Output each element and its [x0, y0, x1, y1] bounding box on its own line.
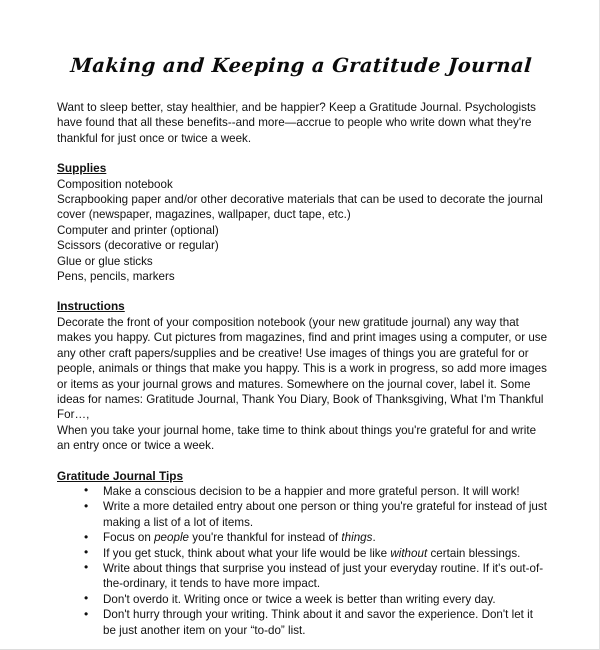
bullet-text: certain blessings. — [427, 546, 521, 560]
supplies-list — [57, 177, 549, 285]
list-item: Glue or glue sticks — [57, 254, 153, 268]
list-item — [57, 561, 549, 592]
list-item: Composition notebook — [57, 177, 173, 191]
bullet-text: Write about things that surprise you instead of just your everyday routine. If it's out-of-the-ordinary, it tends to have more impact. — [103, 561, 544, 591]
list-item — [57, 546, 549, 561]
list-item — [57, 499, 549, 530]
emphasis-text: without — [390, 546, 428, 560]
tips-heading — [57, 454, 549, 484]
page-title: Making and Keeping a Gratitude Journal — [69, 54, 533, 77]
instructions-paragraph-1: Decorate the front of your composition notebook (your new gratitude journal) any way that makes you happy. Cut pictures from magazines, find and print images using a computer, or use any other craft papers/supplies and be creative! Use images of things you are grateful for or people, animals or things that make you happy. This is a work in progress, so add more images or items as your journal grows and matures. Somewhere on the journal cover, label it. Some ideas for names: Gratitude Journal, Thank You Diary, Book of Thanksgiving, What I'm Thankful For…, — [57, 315, 548, 422]
bullet-text: If you get stuck, think about what your life would be like — [103, 546, 391, 560]
supplies-heading — [57, 146, 549, 176]
emphasis-text: people — [154, 531, 190, 545]
list-item: Computer and printer (optional) — [57, 223, 219, 237]
instructions-heading — [57, 284, 549, 314]
bullet-text: Don't hurry through your writing. Think about it and savor the experience. Don't let it be just another item on your “to-do” list. — [103, 608, 533, 637]
tips-bullet-list — [57, 484, 549, 638]
tips-heading-text: Gratitude Journal Tips — [57, 468, 184, 483]
list-item: Scissors (decorative or regular) — [57, 239, 219, 253]
bullet-text: Write a more detailed entry about one person or thing you're grateful for instead of just making a list of a lot of items. — [103, 500, 547, 529]
supplies-heading-text: Supplies — [57, 161, 107, 176]
list-item — [57, 530, 549, 545]
document-body — [57, 0, 549, 638]
bullet-text: . — [372, 531, 376, 545]
bullet-text: Make a conscious decision to be a happier and more grateful person. It will work! — [103, 484, 520, 498]
bullet-text: you're thankful for instead of — [189, 531, 342, 545]
intro-paragraph: Want to sleep better, stay healthier, and be happier? Keep a Gratitude Journal. Psychologists have found that all these benefits--and more—accrue to people who write down what they're thankful for just once or twice a week. — [57, 101, 536, 145]
instructions-heading-text: Instructions — [57, 299, 125, 314]
list-item — [57, 484, 549, 499]
list-item — [57, 607, 549, 638]
emphasis-text: things — [341, 531, 373, 545]
instructions-paragraph-2: When you take your journal home, take time to think about things you're grateful for and write an entry once or twice a week. — [57, 423, 537, 453]
bullet-text: Don't overdo it. Writing once or twice a week is better than writing every day. — [103, 592, 496, 606]
list-item: Scrapbooking paper and/or other decorative materials that can be used to decorate the journal cover (newspaper, magazines, wallpaper, duct tape, etc.) — [57, 193, 543, 222]
bullet-text: Focus on — [103, 531, 155, 545]
list-item: Pens, pencils, markers — [57, 270, 175, 284]
list-item — [57, 592, 549, 607]
